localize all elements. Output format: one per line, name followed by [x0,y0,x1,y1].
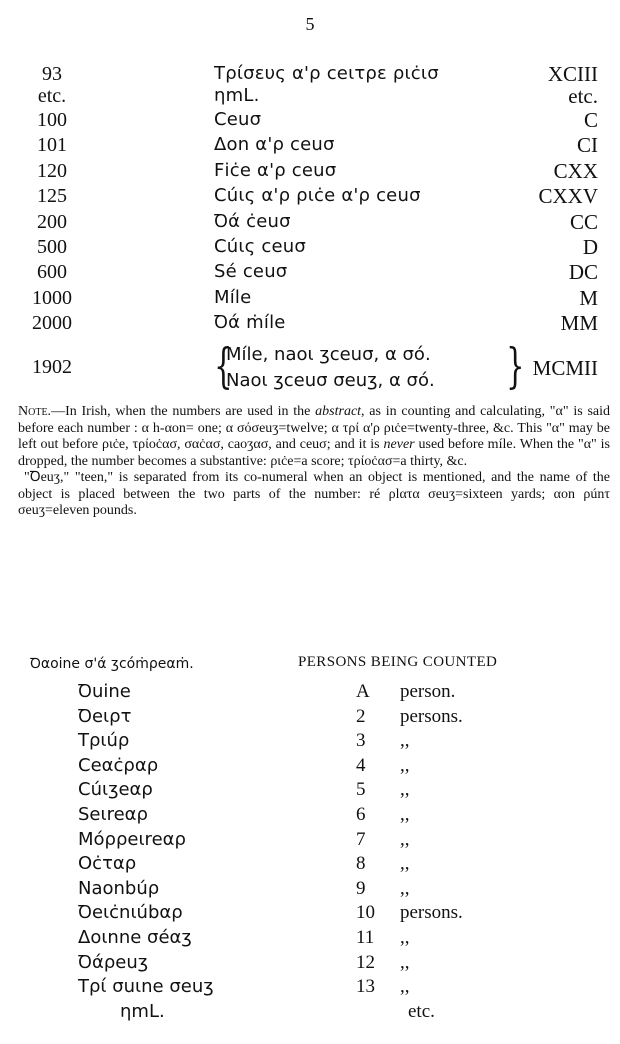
number-table [0,62,620,337]
compound-arabic: 1902 [32,356,72,378]
counted-irish: Ceαċραρ [78,754,159,776]
counted-irish: Ꝺeιċnιúbαρ [78,902,183,924]
compound-line-2: Naoι ʒceuσ σeuʒ, α σό. [226,370,435,391]
counted-etc-english: etc. [408,1000,435,1022]
counted-row [0,877,620,902]
counted-word: ,, [400,976,410,998]
number-row [0,159,620,184]
number-irish: Ꝺά ṁíle [214,312,286,334]
number-row [0,84,620,108]
number-irish: Ꝺά ċeuσ [214,210,291,232]
counted-row [0,705,620,730]
counted-number: 10 [356,902,375,924]
counted-number: 12 [356,951,375,973]
number-roman: CI [577,133,598,158]
counted-word: ,, [400,754,410,776]
number-arabic: 200 [37,210,67,233]
note-never: never [383,437,415,452]
number-roman: CXXV [538,184,598,209]
number-roman: D [582,234,598,259]
counted-irish: Ꝺuine [78,681,131,702]
counted-list [0,680,620,1024]
compound-roman: MCMII [532,356,598,380]
note-label: Note. [18,404,52,419]
number-arabic: 1000 [32,286,72,309]
number-irish: Cúις α'ρ ριċe α'ρ ceuσ [214,185,421,207]
number-arabic: 120 [37,159,67,182]
number-irish: Sé ceuσ [214,261,288,283]
counted-number: 3 [356,730,366,752]
compound-line-1: Míle, naoι ʒceuσ, α σό. [226,344,431,365]
number-irish: Ϝiċe α'ρ ceuσ [214,159,337,181]
counted-row [0,852,620,877]
counted-row [0,828,620,853]
number-arabic: 500 [37,235,67,258]
number-row [0,133,620,158]
counted-irish: Τριúρ [78,730,130,752]
number-roman: C [583,108,598,132]
note-p2: "Ꝺeuʒ," "teen," is separated from its co-numeral when an object is mentioned, and the name of the object is placed between the two parts of the number: ré ρlατα σeuʒ=sixteen yards; αon ρúnτ σeuʒ=eleven pounds. [18,470,610,518]
number-roman: CXX [553,158,598,183]
counted-row [0,803,620,828]
counted-irish: Οċταρ [78,853,137,875]
number-arabic: etc. [37,85,67,107]
number-irish: Ceuσ [214,109,262,130]
number-arabic: 93 [42,63,62,85]
number-arabic: 125 [37,185,67,208]
counted-word: ,, [400,877,410,899]
number-roman: DC [568,260,598,285]
counted-number: A [356,681,370,702]
counted-number: 4 [356,754,366,776]
counted-heading-english: PERSONS BEING COUNTED [298,654,498,670]
counted-number: 2 [356,705,366,727]
counted-irish: Δoιnne σéαʒ [78,926,192,948]
counted-row [0,926,620,951]
number-irish: Cúις ceuσ [214,235,306,257]
number-row [0,286,620,311]
note-paragraph [18,404,610,520]
counted-word: ,, [400,853,410,875]
counted-irish: Ꝺeιρτ [78,705,132,727]
number-arabic: 2000 [32,312,72,335]
counted-etc-row [0,1000,620,1025]
counted-number: 9 [356,877,366,899]
number-irish: ηmL. [214,85,260,106]
counted-irish: Mόρρeιreαρ [78,828,186,850]
page-number: 5 [305,14,315,34]
number-row [0,260,620,285]
counted-number: 5 [356,779,366,801]
note-p1 [18,404,610,470]
counted-word: person. [400,681,456,702]
counted-word: persons. [400,705,463,727]
counted-row [0,951,620,976]
number-roman: CC [569,209,598,234]
number-roman: etc. [568,84,598,108]
counted-word: ,, [400,779,410,801]
number-irish: Δon α'ρ ceuσ [214,134,335,156]
counted-word: ,, [400,828,410,850]
counted-row [0,778,620,803]
right-brace: } [506,338,525,394]
note-text-a: —In Irish, when the numbers are used in the [51,404,316,419]
number-row [0,184,620,209]
counted-irish: Τρί σuιne σeuʒ [78,976,214,998]
counted-row [0,754,620,779]
counted-word: ,, [400,951,410,973]
note-text-c: used before míle. When the "α" is dropped, the number becomes a substantive: ριċe=a score; τρίοċασ=a thirty, &c. [18,437,610,469]
counted-number: 11 [356,926,375,948]
number-row [0,108,620,133]
number-roman: MM [560,311,598,336]
number-row [0,210,620,235]
number-roman: XCIII [547,62,598,86]
number-roman: M [579,285,598,310]
compound-number-row [0,338,620,398]
note-abstract: abstract [315,404,362,419]
number-row [0,62,620,84]
compound-irish [226,342,435,394]
number-arabic: 600 [37,261,67,284]
counted-number: 6 [356,803,366,825]
counted-irish: Seιreαρ [78,803,148,825]
counted-row [0,680,620,705]
number-row [0,235,620,260]
counted-row [0,975,620,1000]
counted-etc-irish: ηmL. [120,1000,165,1022]
counted-number: 7 [356,828,366,850]
number-arabic: 100 [37,109,67,131]
number-arabic: 101 [37,134,67,157]
counted-irish: Cúιʒeαρ [78,779,153,801]
counted-row [0,729,620,754]
number-row [0,311,620,336]
counted-word: ,, [400,730,410,752]
counted-word: ,, [400,803,410,825]
counted-heading-irish: Ꝺαoine σ'ά ʒcóṁρeαṁ. [30,656,194,672]
counted-number: 13 [356,976,375,998]
counted-word: persons. [400,902,463,924]
counted-heading [0,654,620,676]
counted-number: 8 [356,853,366,875]
counted-word: ,, [400,926,410,948]
counted-irish: Ꝺάρeuʒ [78,951,149,973]
counted-irish: Naonbúρ [78,877,160,899]
counted-row [0,901,620,926]
number-irish: Τρίσευς α'ρ ceιτρε ριċισ [214,63,439,84]
note-text-b: , as in counting and calculating, "α" is said before each number : α h-αon= one; α σόσeuʒ=twelve; α τρί α'ρ ριċe=twenty-three, &c. This "α" may be left out before ριċe, τρίοċασ, σαċασ, caoʒασ, and ceuσ; and it is [18,404,610,452]
left-brace: { [214,338,233,394]
number-irish: Míle [214,286,252,308]
